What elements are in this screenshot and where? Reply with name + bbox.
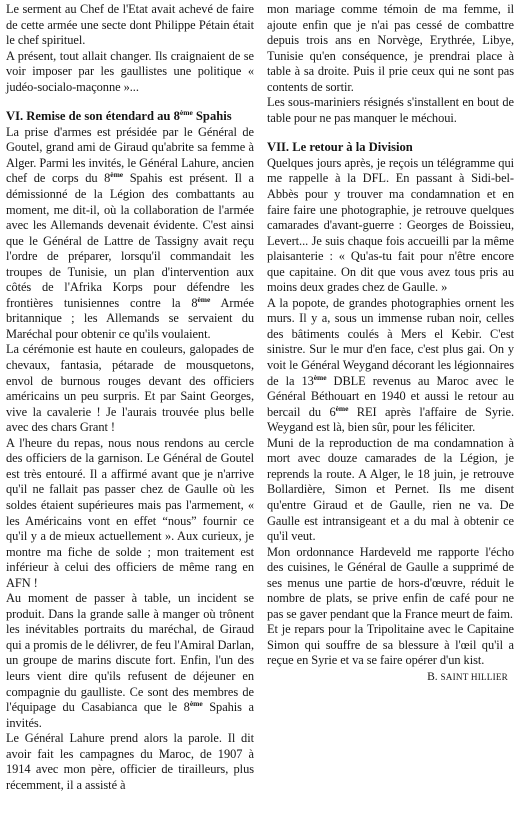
intro-paragraph-2: A présent, tout allait changer. Ils craignaient de se voir imposer par les gaullistes une politique « judéo-socialo-maçonne »... (6, 48, 254, 94)
section-6-paragraph-5: Le Général Lahure prend alors la parole. Il dit avoir fait les campagnes du Maroc, de 1907 à 1914 avec mon père, officier de tirailleurs, plus récemment, il a assisté à (6, 731, 254, 792)
section-6-heading-sup: ème (179, 108, 193, 118)
section-7-paragraph-4: Mon ordonnance Hardeveld me rapporte l'écho des cuisines, le Général de Gaulle a supprimé de ses menus une partie de hors-d'œuvre, réduit le nombre de plats, se prive enfin de café pour ne pas se gaver pendant que la France meurt de faim. (267, 544, 514, 621)
section-7-paragraph-2: A la popote, de grandes photographies ornent les murs. Il y a, sous un immense ruban noir, celles des bâtiments coulés à Mers el Kebir. C'est sinistre. Sur le mur d'en face, c'est plus gai. On y voit le Général Weygand décorant les légionnaires de la 13ème DBLE revenus au Maroc avec le Général Béthouart en 1940 et aussi le retour au bercail du 6ème REI après l'affaire de Syrie. Weygand est là, bien sûr, pour les féliciter. (267, 295, 515, 435)
section-6-paragraph-2: La cérémonie est haute en couleurs, galopades de chevaux, fantasia, pétarade de mousquetons, envol de burnous rouges devant des officiers américains un peu surpris. Et par Saint Georges, vive la cavalerie ! Je l'aurais trouvée plus belle avec des chars Grant ! (6, 342, 254, 435)
section-7-heading: VII. Le retour à la Division (267, 140, 413, 155)
section-6-paragraph-3: A l'heure du repas, nous nous rendons au cercle des officiers de la garnison. Le Général de Goutel est très entouré. Il a affirmé avant que je n'arrive qu'il ne fallait pas passer chez de Gaulle où les soldes étaient supérieures mais pas l'armement, « les Américains vont en effet “nous” fournir ce qu'il y a de mieux actuellement ». Aux curieux, je montre ma fiche de solde ; mon traitement est inférieur à celui des officiers de même rang en AFN ! (6, 435, 254, 590)
section-6-heading-suffix: Spahis (192, 109, 232, 124)
section-6-paragraph-1: La prise d'armes est présidée par le Général de Goutel, grand ami de Giraud qu'abrite sa femme à Alger. Parmi les invités, le Général Lahure, ancien chef de corps du 8ème Spahis est présent. Il a démissionné de la Légion des combattants au moment, me dit-il, où la collaboration de l'armée avec les Allemands devenait évidente. C'est ainsi que le Général de Lattre de Tassigny avait reçu l'ordre de préparer, lorsqu'il commandait les troupes de Tunisie, un plan d'intervention aux côtés de l'Afrika Korps pour défendre les frontières tunisiennes contre la 8ème Armée britannique ; les Allemands se servaient du Maréchal pour obtenir ce qu'ils voulaient. (6, 124, 254, 341)
section-7-paragraph-1: Quelques jours après, je reçois un télégramme qui me rappelle à la DFL. En passant à Sidi-bel-Abbès pour y trouver ma condamnation et en faire faire une photographie, je retrouve quelques camarades d'avant-guerre : Georges de Boissieu, Levert... Je suis chaque fois accueilli par la même plaisanterie : « Qu'as-tu fait pour n'être encore que capitaine. On dit que vous avez tous pris au moins deux grades chez de Gaulle. » (267, 155, 514, 295)
left-column (6, 2, 254, 793)
right-column (267, 2, 514, 686)
intro-paragraph-1: Le serment au Chef de l'Etat avait achevé de faire de cette armée une secte dont Philippe Pétain était le chef spirituel. (6, 2, 254, 48)
author-signature (267, 669, 514, 686)
submariners-paragraph: Les sous-mariniers résignés s'installent en bout de table pour ne pas manquer le méchoui. (267, 95, 514, 125)
section-7-paragraph-5: Et je repars pour la Tripolitaine avec le Capitaine Simon qui souffre de sa blessure à l'œil qu'il a reçue en Syrie et va se faire opérer d'un kist. (267, 622, 514, 668)
author-initial: B. (427, 669, 441, 683)
continued-paragraph: mon mariage comme témoin de ma femme, il ajoute enfin que je n'ai pas cessé de combattre depuis trois ans en Norvège, Erythrée, Libye, Tunisie qu'en conséquence, je prendrai place à table à sa droite. Puis il prie ceux qui ne sont pas contents de sortir. (267, 2, 514, 94)
section-7-paragraph-3: Muni de la reproduction de ma condamnation à mort avec douze camarades de la Légion, je reprends la route. A Alger, le 18 juin, je retrouve Bollardière, Simon et Pernet. Ils me disent qu'entre Giraud et de Gaulle, rien ne va. De Gaulle est intransigeant et a du mal à obtenir ce qu'il veut. (267, 435, 514, 544)
author-name: SAINT HILLIER (440, 671, 508, 682)
section-6-heading (6, 109, 254, 125)
section-6-paragraph-4: Au moment de passer à table, un incident se produit. Dans la grande salle à manger où trônent les inévitables portraits du maréchal, de Giraud qui a promis de le délivrer, de feu l'Amiral Darlan, un groupe de marins discute fort. Enfin, l'un des leurs vient dire qu'ils refusent de déjeuner en compagnie du gaulliste. Ce sont des membres de l'équipage du Casabianca que le 8ème Spahis a invités. (6, 591, 255, 730)
section-6-heading-text: VI. Remise de son étendard au 8 (6, 109, 180, 124)
